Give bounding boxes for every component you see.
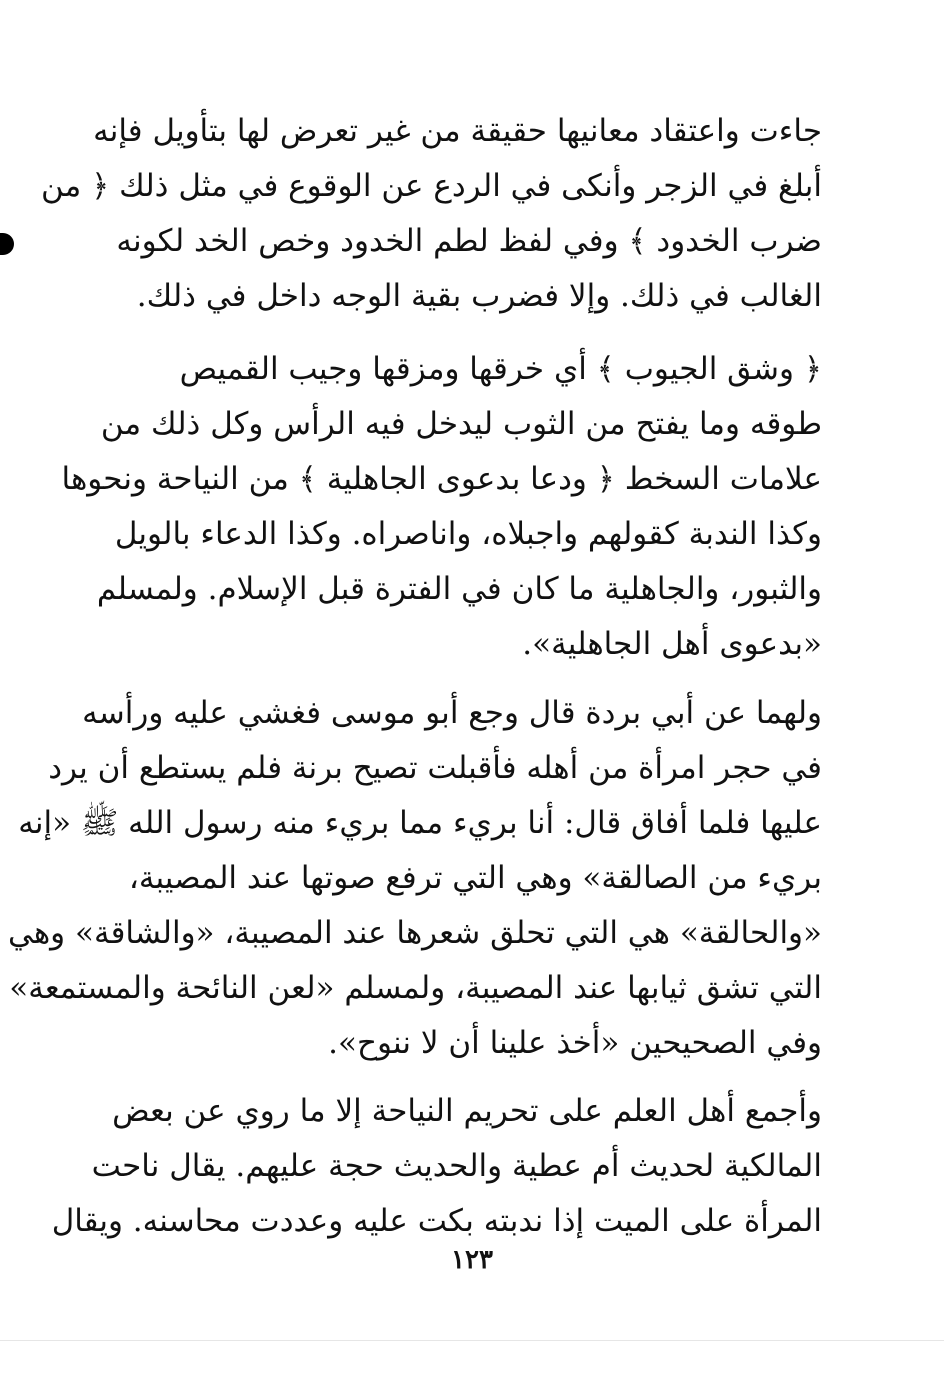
text-line: وأجمع أهل العلم على تحريم النياحة إلا ما روي عن بعض: [112, 1093, 822, 1129]
text-line: «والحالقة» هي التي تحلق شعرها عند المصيبة، «والشاقة» وهي: [8, 915, 822, 951]
text-line: ولهما عن أبي بردة قال وجع أبو موسى فغشي عليه ورأسه: [82, 695, 822, 731]
text-line: جاءت واعتقاد معانيها حقيقة من غير تعرض لها بتأويل فإنه: [93, 113, 822, 149]
text-line: أبلغ في الزجر وأنكى في الردع عن الوقوع في مثل ذلك ﴿ من: [41, 168, 822, 204]
page-edge-line: [0, 1340, 944, 1341]
text-line: المالكية لحديث أم عطية والحديث حجة عليهم. يقال ناحت: [91, 1148, 822, 1184]
page-number: ١٢٣: [451, 1245, 493, 1275]
text-line: في حجر امرأة من أهله فأقبلت تصيح برنة فلم يستطع أن يرد: [48, 750, 822, 786]
text-line: علامات السخط ﴿ ودعا بدعوى الجاهلية ﴾ من النياحة ونحوها: [61, 461, 822, 497]
text-line: وفي الصحيحين «أخذ علينا أن لا ننوح».: [328, 1025, 822, 1061]
text-line: ﴿ وشق الجيوب ﴾ أي خرقها ومزقها وجيب القميص: [179, 351, 822, 387]
text-line: المرأة على الميت إذا ندبته بكت عليه وعددت محاسنه. ويقال: [51, 1203, 822, 1239]
text-line: وكذا الندبة كقولهم واجبلاه، واناصراه. وكذا الدعاء بالويل: [114, 516, 822, 552]
paragraph-1: [41, 104, 822, 324]
text-line: ضرب الخدود ﴾ وفي لفظ لطم الخدود وخص الخد لكونه: [116, 223, 822, 259]
paragraph-2: [61, 342, 822, 672]
text-line: التي تشق ثيابها عند المصيبة، ولمسلم «لعن النائحة والمستمعة»: [9, 970, 822, 1006]
text-line: بريء من الصالقة» وهي التي ترفع صوتها عند المصيبة،: [128, 860, 822, 896]
text-line: عليها فلما أفاق قال: أنا بريء مما بريء منه رسول الله ﷺ «إنه: [18, 805, 822, 841]
text-line: والثبور، والجاهلية ما كان في الفترة قبل الإسلام. ولمسلم: [96, 571, 822, 607]
paragraph-4: [51, 1084, 822, 1249]
text-line: «بدعوى أهل الجاهلية».: [522, 626, 822, 662]
text-line: طوقه وما يفتح من الثوب ليدخل فيه الرأس وكل ذلك من: [100, 406, 822, 442]
text-line: الغالب في ذلك. وإلا فضرب بقية الوجه داخل في ذلك.: [136, 278, 822, 314]
paragraph-3: [8, 686, 822, 1071]
binding-hole-mark: [0, 233, 14, 255]
